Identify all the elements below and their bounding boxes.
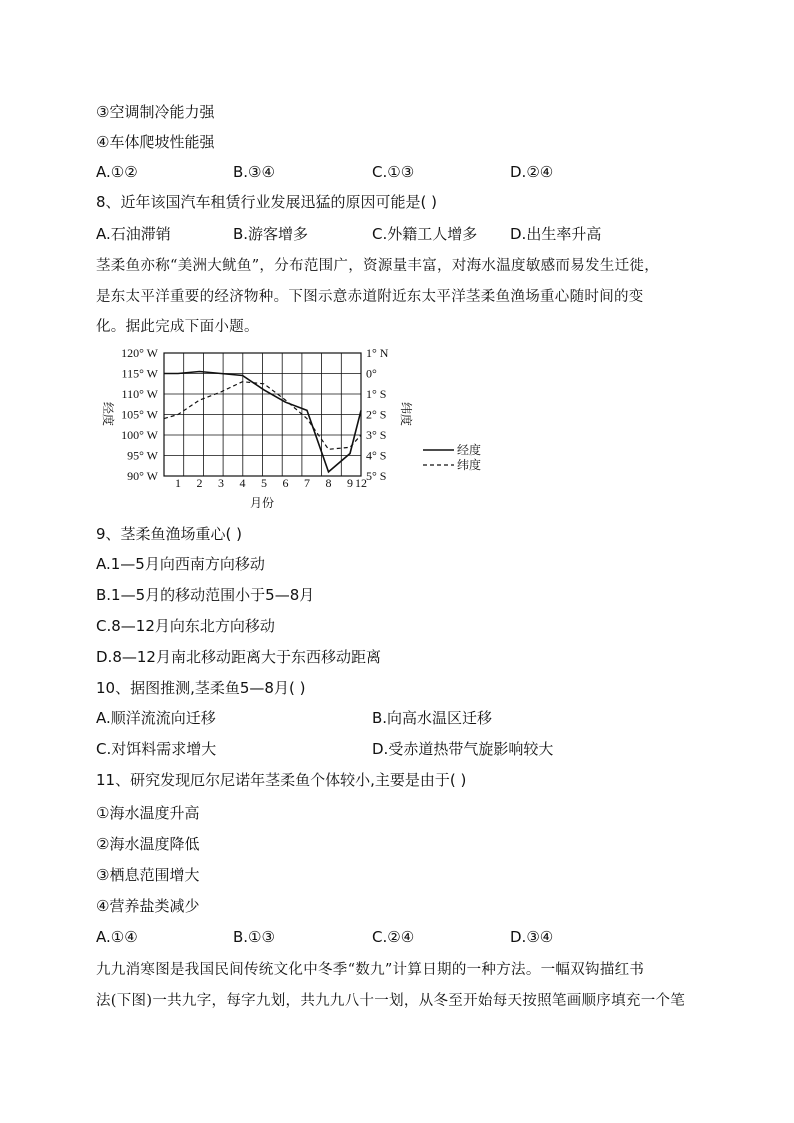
x-tick-label: 3 [218, 476, 224, 490]
x-tick-label: 4 [239, 476, 246, 490]
left-tick-label: 95° W [127, 448, 158, 463]
legend-label-longitude: 经度 [457, 443, 482, 457]
q8-option-d: D.出生率升高 [510, 225, 602, 243]
left-tick-label: 100° W [121, 428, 158, 442]
x-tick-label: 5 [261, 476, 267, 490]
q9-stem: 9、茎柔鱼渔场重心( ) [96, 525, 243, 543]
x-tick-label: 9 [347, 476, 353, 490]
choice-item-3: ③空调制冷能力强 [96, 103, 215, 121]
passage1-line-2: 是东太平洋重要的经济物种。下图示意赤道附近东太平洋茎柔鱼渔场重心随时间的变 [96, 289, 644, 305]
x-tick-label: 7 [304, 476, 310, 490]
left-tick-label: 120° W [121, 346, 158, 360]
left-tick-label: 110° W [121, 387, 158, 401]
q11-item-2: ②海水温度降低 [96, 835, 200, 853]
fishing-ground-chart [90, 340, 510, 515]
right-tick-label: 3° S [366, 428, 387, 442]
left-axis-label: 经度 [101, 401, 115, 427]
passage2-line-1: 九九消寒图是我国民间传统文化中冬季“数九”计算日期的一种方法。一幅双钩描红书 [96, 962, 645, 978]
q11-option-a: A.①④ [96, 928, 138, 946]
x-tick-label: 12 [355, 476, 367, 490]
right-tick-label: 4° S [366, 448, 387, 463]
left-tick-label: 105° W [121, 407, 158, 422]
right-tick-label: 1° S [366, 387, 387, 401]
q10-option-a: A.顺洋流流向迁移 [96, 709, 216, 727]
q11-item-1: ①海水温度升高 [96, 804, 200, 822]
q10-stem: 10、据图推测,茎柔鱼5—8月( ) [96, 679, 306, 697]
left-axis-ticks [121, 346, 159, 483]
q7-option-b: B.③④ [233, 163, 275, 181]
q9-option-b: B.1—5月的移动范围小于5—8月 [96, 586, 315, 604]
q10-option-d: D.受赤道热带气旋影响较大 [372, 740, 554, 758]
x-tick-label: 2 [196, 476, 203, 490]
right-tick-label: 1° N [366, 346, 389, 360]
left-tick-label: 115° W [121, 366, 158, 381]
q8-option-b: B.游客增多 [233, 225, 309, 243]
q9-option-d: D.8—12月南北移动距离大于东西移动距离 [96, 648, 381, 666]
right-axis-label: 纬度 [399, 401, 413, 427]
q7-option-d: D.②④ [510, 163, 554, 181]
q11-stem: 11、研究发现厄尔尼诺年茎柔鱼个体较小,主要是由于( ) [96, 771, 467, 789]
q10-option-b: B.向高水温区迁移 [372, 709, 493, 727]
passage1-line-1: 茎柔鱼亦称“美洲大鱿鱼”，分布范围广，资源量丰富，对海水温度敏感而易发生迁徙， [96, 258, 660, 274]
q10-option-c: C.对饵料需求增大 [96, 740, 217, 758]
legend-label-latitude: 纬度 [457, 458, 482, 472]
q8-option-c: C.外籍工人增多 [372, 225, 478, 243]
passage1-line-3: 化。据此完成下面小题。 [96, 319, 259, 335]
x-axis-ticks [175, 476, 367, 490]
q11-item-3: ③栖息范围增大 [96, 866, 200, 884]
q9-option-c: C.8—12月向东北方向移动 [96, 617, 275, 635]
right-axis-ticks [366, 346, 389, 483]
choice-item-4: ④车体爬坡性能强 [96, 133, 215, 151]
q7-option-c: C.①③ [372, 163, 415, 181]
right-tick-label: 2° S [366, 407, 387, 422]
q7-option-a: A.①② [96, 163, 138, 181]
q11-option-b: B.①③ [233, 928, 275, 946]
right-tick-label: 0° [366, 366, 377, 381]
x-tick-label: 6 [282, 476, 289, 490]
right-tick-label: 5° S [366, 469, 387, 483]
q11-item-4: ④营养盐类减少 [96, 897, 200, 915]
left-tick-label: 90° W [127, 469, 158, 483]
q11-option-d: D.③④ [510, 928, 554, 946]
passage2-line-2: 法(下图)一共九字，每字九划，共九九八十一划，从冬至开始每天按照笔画顺序填充一个笔 [96, 993, 686, 1009]
x-axis-label: 月份 [249, 496, 275, 510]
q11-option-c: C.②④ [372, 928, 415, 946]
q8-stem: 8、近年该国汽车租赁行业发展迅猛的原因可能是( ) [96, 193, 438, 211]
q9-option-a: A.1—5月向西南方向移动 [96, 555, 265, 573]
x-tick-label: 8 [325, 476, 332, 490]
q8-option-a: A.石油滞销 [96, 225, 171, 243]
x-tick-label: 1 [175, 476, 181, 490]
